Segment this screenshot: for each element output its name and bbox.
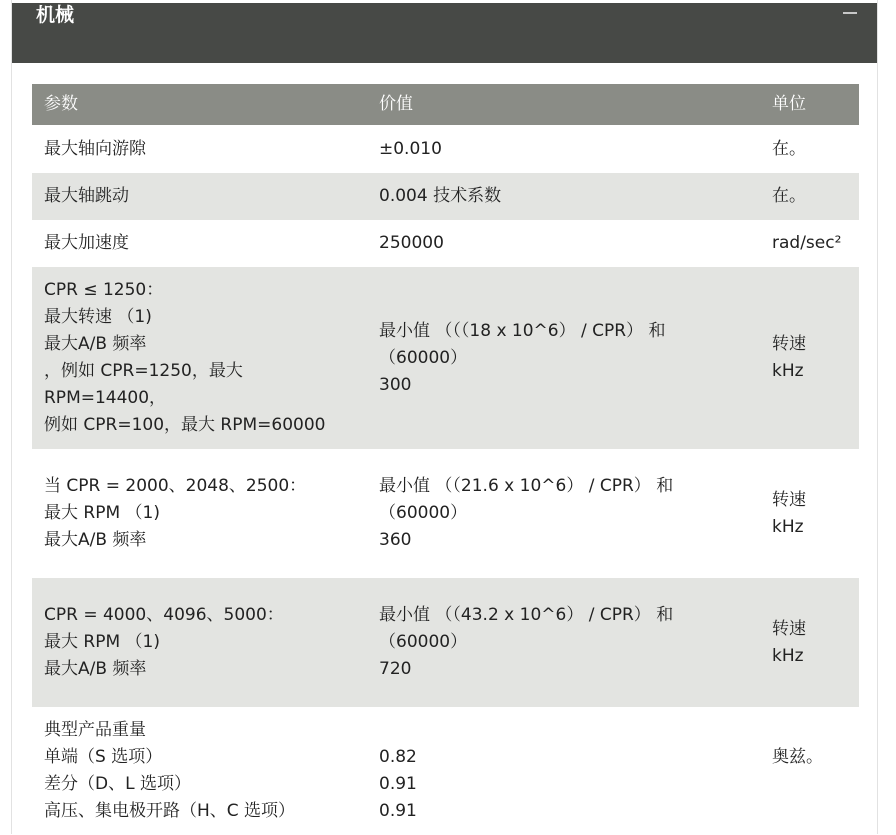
row-value: 最小值 （（21.6 x 10^6） / CPR） 和 （60000） 360: [379, 476, 674, 550]
row-value: 0.82 0.91 0.91: [379, 747, 417, 821]
row-unit: 转速 kHz: [772, 489, 806, 537]
header-value: 价值: [367, 84, 764, 125]
table-row: [32, 578, 859, 707]
collapse-icon[interactable]: [843, 12, 857, 14]
row-param: CPR = 4000、4096、5000： 最大 RPM （1) 最大A/B 频率: [32, 578, 367, 707]
row-unit: 在。: [772, 138, 806, 159]
table-header-row: [32, 84, 859, 125]
row-param: 典型产品重量 单端（S 选项） 差分（D、L 选项） 高压、集电极开路（H、C 选项）: [44, 720, 296, 821]
header-param: 参数: [32, 84, 367, 125]
row-param: 最大轴向游隙: [44, 138, 146, 159]
row-unit: 转速 kHz: [764, 267, 859, 449]
panel-header[interactable]: [12, 3, 877, 63]
table-row: [32, 173, 859, 220]
row-param: 当 CPR = 2000、2048、2500： 最大 RPM （1) 最大A/B 频率: [44, 476, 307, 550]
table-row: [32, 449, 859, 578]
row-value: 最小值 （（（18 x 10^6） / CPR） 和 （60000） 300: [367, 267, 764, 449]
row-unit: rad/sec²: [772, 233, 842, 253]
row-unit: 在。: [764, 173, 859, 220]
table-row: [32, 707, 859, 835]
table-row: [32, 267, 859, 449]
spec-table: [32, 84, 859, 835]
header-unit: 单位: [764, 84, 859, 125]
row-value: 250000: [379, 233, 444, 253]
row-value: ±0.010: [379, 138, 442, 159]
row-param: 最大轴跳动: [32, 173, 367, 220]
mechanical-panel: [11, 0, 878, 834]
table-row: [32, 125, 859, 173]
table-row: [32, 220, 859, 267]
row-unit: 奥兹。: [772, 747, 823, 767]
row-param: 最大加速度: [44, 233, 129, 253]
row-unit: 转速 kHz: [764, 578, 859, 707]
row-param: CPR ≤ 1250： 最大转速 （1) 最大A/B 频率 ，例如 CPR=1250，最大 RPM=14400， 例如 CPR=100，最大 RPM=60000: [32, 267, 367, 449]
row-value: 0.004 技术系数: [367, 173, 764, 220]
panel-title: 机械: [36, 4, 75, 26]
row-value: 最小值 （（43.2 x 10^6） / CPR） 和 （60000） 720: [367, 578, 764, 707]
